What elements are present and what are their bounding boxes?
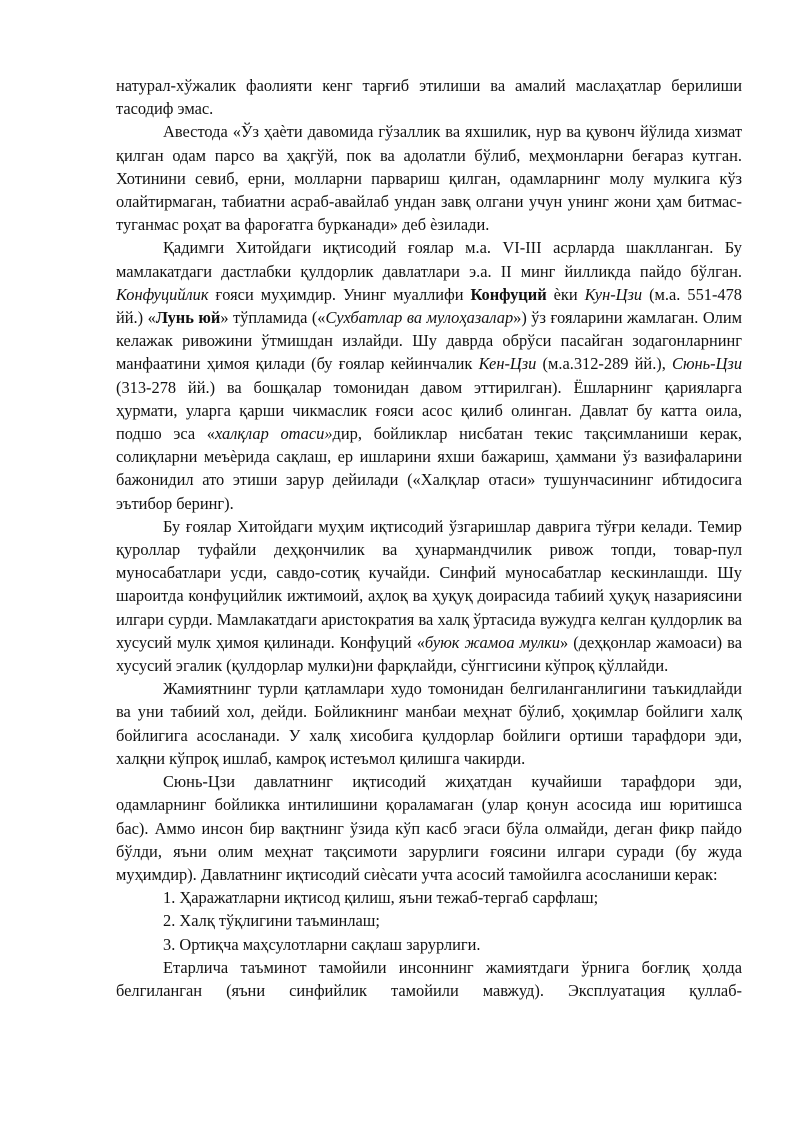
list-item-2: 2. Халқ тўқлигини таъминлаш;	[163, 911, 380, 931]
emphasis-father-of-peoples: халқлар отаси»	[214, 424, 333, 444]
paragraph-4: Бу ғоялар Хитойдаги муҳим иқтисодий ўзгаришлар даврига тўғри келади. Темир қуроллар туфайли деҳқончилик ва ҳунармандчилик ривож топди, товар-пул муносабатлари усди, савдо-сотиқ кучайди. Синфий муносабатлар кескинлашди. Шу шароитда конфуцийлик ижтимоий, аҳлоқ ва ҳуқуқ доирасида табиий ҳуқуқ назариясини илгари сурди. Мамлакатдаги аристократия ва халқ ўртасида вужудга келган қулдорлик ва хусусий мулк ҳимоя қилинади. Конфуций «буюк жамоа мулки» (деҳқонлар жамоаси) ва хусусий эгалик (қулдорлар мулки)ни фарқлайди, сўнггисини кўпроқ қўллайди.	[116, 516, 742, 676]
emphasis-syun-tszi: Сюнь-Цзи	[672, 354, 743, 374]
emphasis-conversations: Сухбатлар ва мулоҳазалар	[325, 308, 514, 328]
paragraph-2: Авестода «Ўз ҳаѐти давомида гўзаллик ва яхшилик, нур ва қувонч йўлида хизмат қилган одам парсо ва ҳақгўй, пок ва адолатли бўлиб, меҳмонларни беғараз кутган. Хотинини севиб, ерни, молларни парвариш қилган, одамларнинг молу мулкига кўз олайтирмаган, табиатни асраб-авайлаб ундан завқ олгани учун унинг жони ҳам битмас-туганмас роҳат ва фароғатга бурканади» деб ѐзилади.	[116, 122, 742, 235]
bold-lun-yui: Лунь юй	[155, 308, 221, 328]
paragraph-1: натурал-хўжалик фаолияти кенг тарғиб этилиши ва амалий маслаҳатлар берилиши тасодиф эмас.	[116, 76, 742, 119]
paragraph-7: Етарлича таъминот тамойили инсоннинг жамиятдаги ўрнига боғлиқ ҳолда белгиланган (яъни синфийлик тамойили мавжуд). Эксплуатация қуллаб-	[116, 957, 742, 1000]
emphasis-ken-tszi: Кен-Цзи	[478, 354, 537, 374]
paragraph-3: Қадимги Хитойдаги иқтисодий ғоялар м.а. VI-III асрларда шаклланган. Бу мамлакатдаги дастлабки қулдорлик давлатлари э.а. II минг йилликда пайдо бўлган. Конфуцийлик ғояси муҳимдир. Унинг муаллифи Конфуций ѐки Кун-Цзи (м.а. 551-478 йй.) «Лунь юй» тўпламида («Сухбатлар ва мулоҳазалар») ўз ғояларини жамлаган. Олим келажак ривожини ўтмишдан излайди. Шу даврда обрўси пасайган зодагонларнинг манфаатини ҳимоя қилади (бу ғоялар кейинчалик Кен-Цзи (м.а.312-289 йй.), Сюнь-Цзи (313-278 йй.) ва бошқалар томонидан давом эттирилган). Ёшларнинг қарияларга ҳурмати, уларга қарши чикмаслик ғояси асос қилиб олинган. Давлат бу катта оила, подшо эса «халқлар отаси»дир, бойликлар нисбатан текис тақсимланиши керак, солиқларни меъѐрида сақлаш, ер ишларини яхши бажариш, ҳаммани ўз вазифаларини бажонидил ато этиши зарур дейилади («Халқлар отаси» тушунчасининг ибтидосига эътибор беринг).	[116, 238, 743, 513]
document-page	[116, 74, 742, 1002]
list-item-3: 3. Ортиқча маҳсулотларни сақлаш зарурлиги.	[163, 934, 481, 954]
list-item-1: 1. Ҳаражатларни иқтисод қилиш, яъни тежаб-тергаб сарфлаш;	[163, 888, 599, 908]
paragraph-5: Жамиятнинг турли қатламлари худо томонидан белгиланганлигини таъкидлайди ва уни табиий хол, дейди. Бойликнинг манбаи меҳнат бўлиб, ҳоқимлар бойлиги халқ бойлигига асосланади. У халқ хисобига қулдорлар бойлиги ортиши тарафдори эди, халқни кўпроқ ишлаб, камроқ истеъмол қилишга чакирди.	[116, 679, 742, 768]
bold-confucius: Конфуций	[470, 284, 547, 304]
paragraph-6: Сюнь-Цзи давлатнинг иқтисодий жиҳатдан кучайиши тарафдори эди, одамларнинг бойликка интилишини қораламаган (улар қонун асосида иш юритишса бас). Аммо инсон бир вақтнинг ўзида кўп касб эгаси бўла олмайди, деган фикр пайдо бўлди, яъни олим меҳнат тақсимоти зарурлиги ғоясини илгари суради (бу жуда муҳимдир). Давлатнинг иқтисодий сиѐсати учта асосий тамойилга асосланиши керак:	[116, 772, 742, 884]
emphasis-kun-tszi: Кун-Цзи	[584, 284, 643, 304]
emphasis-confucianism: Конфуцийлик	[116, 284, 209, 304]
emphasis-great-community-property: буюк жамоа мулки	[424, 632, 560, 652]
